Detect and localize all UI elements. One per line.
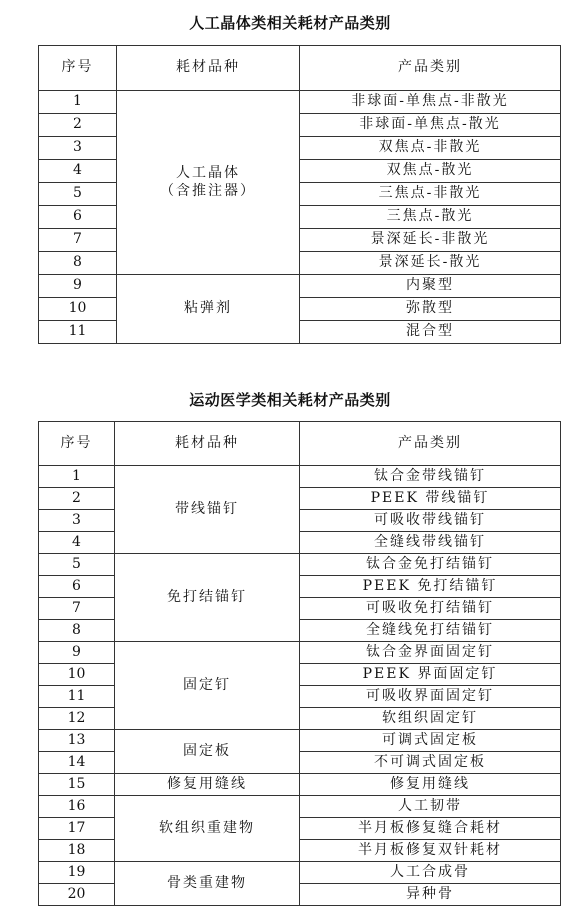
product-category-cell: PEEK 带线锚钉	[300, 488, 561, 510]
product-category-cell: 钛合金带线锚钉	[300, 466, 561, 488]
serial-number-cell: 8	[39, 252, 117, 275]
serial-number-cell: 20	[39, 884, 115, 906]
product-category-cell: 双焦点-散光	[300, 160, 561, 183]
serial-number-cell: 9	[39, 275, 117, 298]
serial-number-cell: 4	[39, 532, 115, 554]
table1-header-row	[39, 46, 561, 91]
item-variety-label: 软组织重建物	[159, 819, 255, 836]
header-item-variety: 耗材品种	[115, 422, 300, 466]
table2-title: 运动医学类相关耗材产品类别	[189, 391, 391, 409]
serial-number-cell: 7	[39, 229, 117, 252]
product-category-cell: 半月板修复缝合耗材	[300, 818, 561, 840]
table-row	[39, 554, 561, 576]
serial-number-cell: 3	[39, 510, 115, 532]
item-variety-cell	[117, 91, 300, 275]
product-category-cell: 不可调式固定板	[300, 752, 561, 774]
item-variety-label: 免打结锚钉	[167, 588, 247, 605]
product-category-cell: 人工韧带	[300, 796, 561, 818]
serial-number-cell: 11	[39, 686, 115, 708]
table-row	[39, 796, 561, 818]
product-category-cell: 景深延长-非散光	[300, 229, 561, 252]
item-variety-label: 固定钉	[183, 676, 231, 693]
header-serial-number: 序号	[39, 46, 117, 91]
serial-number-cell: 11	[39, 321, 117, 344]
item-variety-label: 粘弹剂	[184, 300, 232, 317]
serial-number-cell: 8	[39, 620, 115, 642]
item-variety-cell	[115, 862, 300, 906]
item-variety-cell	[115, 730, 300, 774]
table-row	[39, 730, 561, 752]
header-serial-number: 序号	[39, 422, 115, 466]
serial-number-cell: 9	[39, 642, 115, 664]
product-category-cell: 可吸收界面固定钉	[300, 686, 561, 708]
table-row	[39, 642, 561, 664]
product-category-cell: 内聚型	[300, 275, 561, 298]
item-variety-cell	[115, 796, 300, 862]
product-category-cell: 全缝线免打结锚钉	[300, 620, 561, 642]
serial-number-cell: 5	[39, 554, 115, 576]
product-category-cell: 景深延长-散光	[300, 252, 561, 275]
product-category-cell: 修复用缝线	[300, 774, 561, 796]
header-item-variety: 耗材品种	[117, 46, 300, 91]
product-category-cell: 人工合成骨	[300, 862, 561, 884]
serial-number-cell: 17	[39, 818, 115, 840]
serial-number-cell: 10	[39, 298, 117, 321]
product-category-cell: 异种骨	[300, 884, 561, 906]
item-variety-cell	[115, 774, 300, 796]
table2-header-row	[39, 422, 561, 466]
serial-number-cell: 6	[39, 576, 115, 598]
product-category-cell: PEEK 界面固定钉	[300, 664, 561, 686]
serial-number-cell: 2	[39, 114, 117, 137]
item-variety-label: 修复用缝线	[167, 775, 247, 792]
serial-number-cell: 19	[39, 862, 115, 884]
item-variety-cell	[115, 466, 300, 554]
serial-number-cell: 10	[39, 664, 115, 686]
header-product-category: 产品类别	[300, 422, 561, 466]
product-category-cell: 非球面-单焦点-非散光	[300, 91, 561, 114]
item-variety-cell	[115, 642, 300, 730]
product-category-cell: 软组织固定钉	[300, 708, 561, 730]
product-category-cell: 半月板修复双针耗材	[300, 840, 561, 862]
serial-number-cell: 12	[39, 708, 115, 730]
product-category-cell: 可吸收带线锚钉	[300, 510, 561, 532]
item-variety-label: 人工晶体	[176, 164, 240, 181]
serial-number-cell: 3	[39, 137, 117, 160]
serial-number-cell: 16	[39, 796, 115, 818]
table-row	[39, 862, 561, 884]
product-category-cell: PEEK 免打结锚钉	[300, 576, 561, 598]
table-row	[39, 466, 561, 488]
table1-title: 人工晶体类相关耗材产品类别	[189, 14, 391, 32]
serial-number-cell: 6	[39, 206, 117, 229]
table-row	[39, 275, 561, 298]
product-category-cell: 双焦点-非散光	[300, 137, 561, 160]
header-product-category: 产品类别	[300, 46, 561, 91]
table-row	[39, 91, 561, 114]
item-variety-cell	[115, 554, 300, 642]
product-category-cell: 可调式固定板	[300, 730, 561, 752]
serial-number-cell: 13	[39, 730, 115, 752]
serial-number-cell: 18	[39, 840, 115, 862]
product-category-cell: 可吸收免打结锚钉	[300, 598, 561, 620]
product-category-cell: 混合型	[300, 321, 561, 344]
serial-number-cell: 5	[39, 183, 117, 206]
serial-number-cell: 2	[39, 488, 115, 510]
serial-number-cell: 1	[39, 91, 117, 114]
serial-number-cell: 1	[39, 466, 115, 488]
serial-number-cell: 14	[39, 752, 115, 774]
serial-number-cell: 7	[39, 598, 115, 620]
product-category-cell: 钛合金免打结锚钉	[300, 554, 561, 576]
serial-number-cell: 15	[39, 774, 115, 796]
item-variety-label: 固定板	[183, 742, 231, 759]
product-category-cell: 三焦点-非散光	[300, 183, 561, 206]
item-variety-cell	[117, 275, 300, 344]
table1	[38, 45, 561, 344]
serial-number-cell: 4	[39, 160, 117, 183]
product-category-cell: 钛合金界面固定钉	[300, 642, 561, 664]
table2	[38, 421, 561, 906]
item-variety-label: 带线锚钉	[175, 500, 239, 517]
product-category-cell: 全缝线带线锚钉	[300, 532, 561, 554]
item-variety-label: （含推注器）	[160, 183, 256, 199]
table-row	[39, 774, 561, 796]
product-category-cell: 非球面-单焦点-散光	[300, 114, 561, 137]
item-variety-label: 骨类重建物	[167, 874, 247, 891]
product-category-cell: 弥散型	[300, 298, 561, 321]
product-category-cell: 三焦点-散光	[300, 206, 561, 229]
